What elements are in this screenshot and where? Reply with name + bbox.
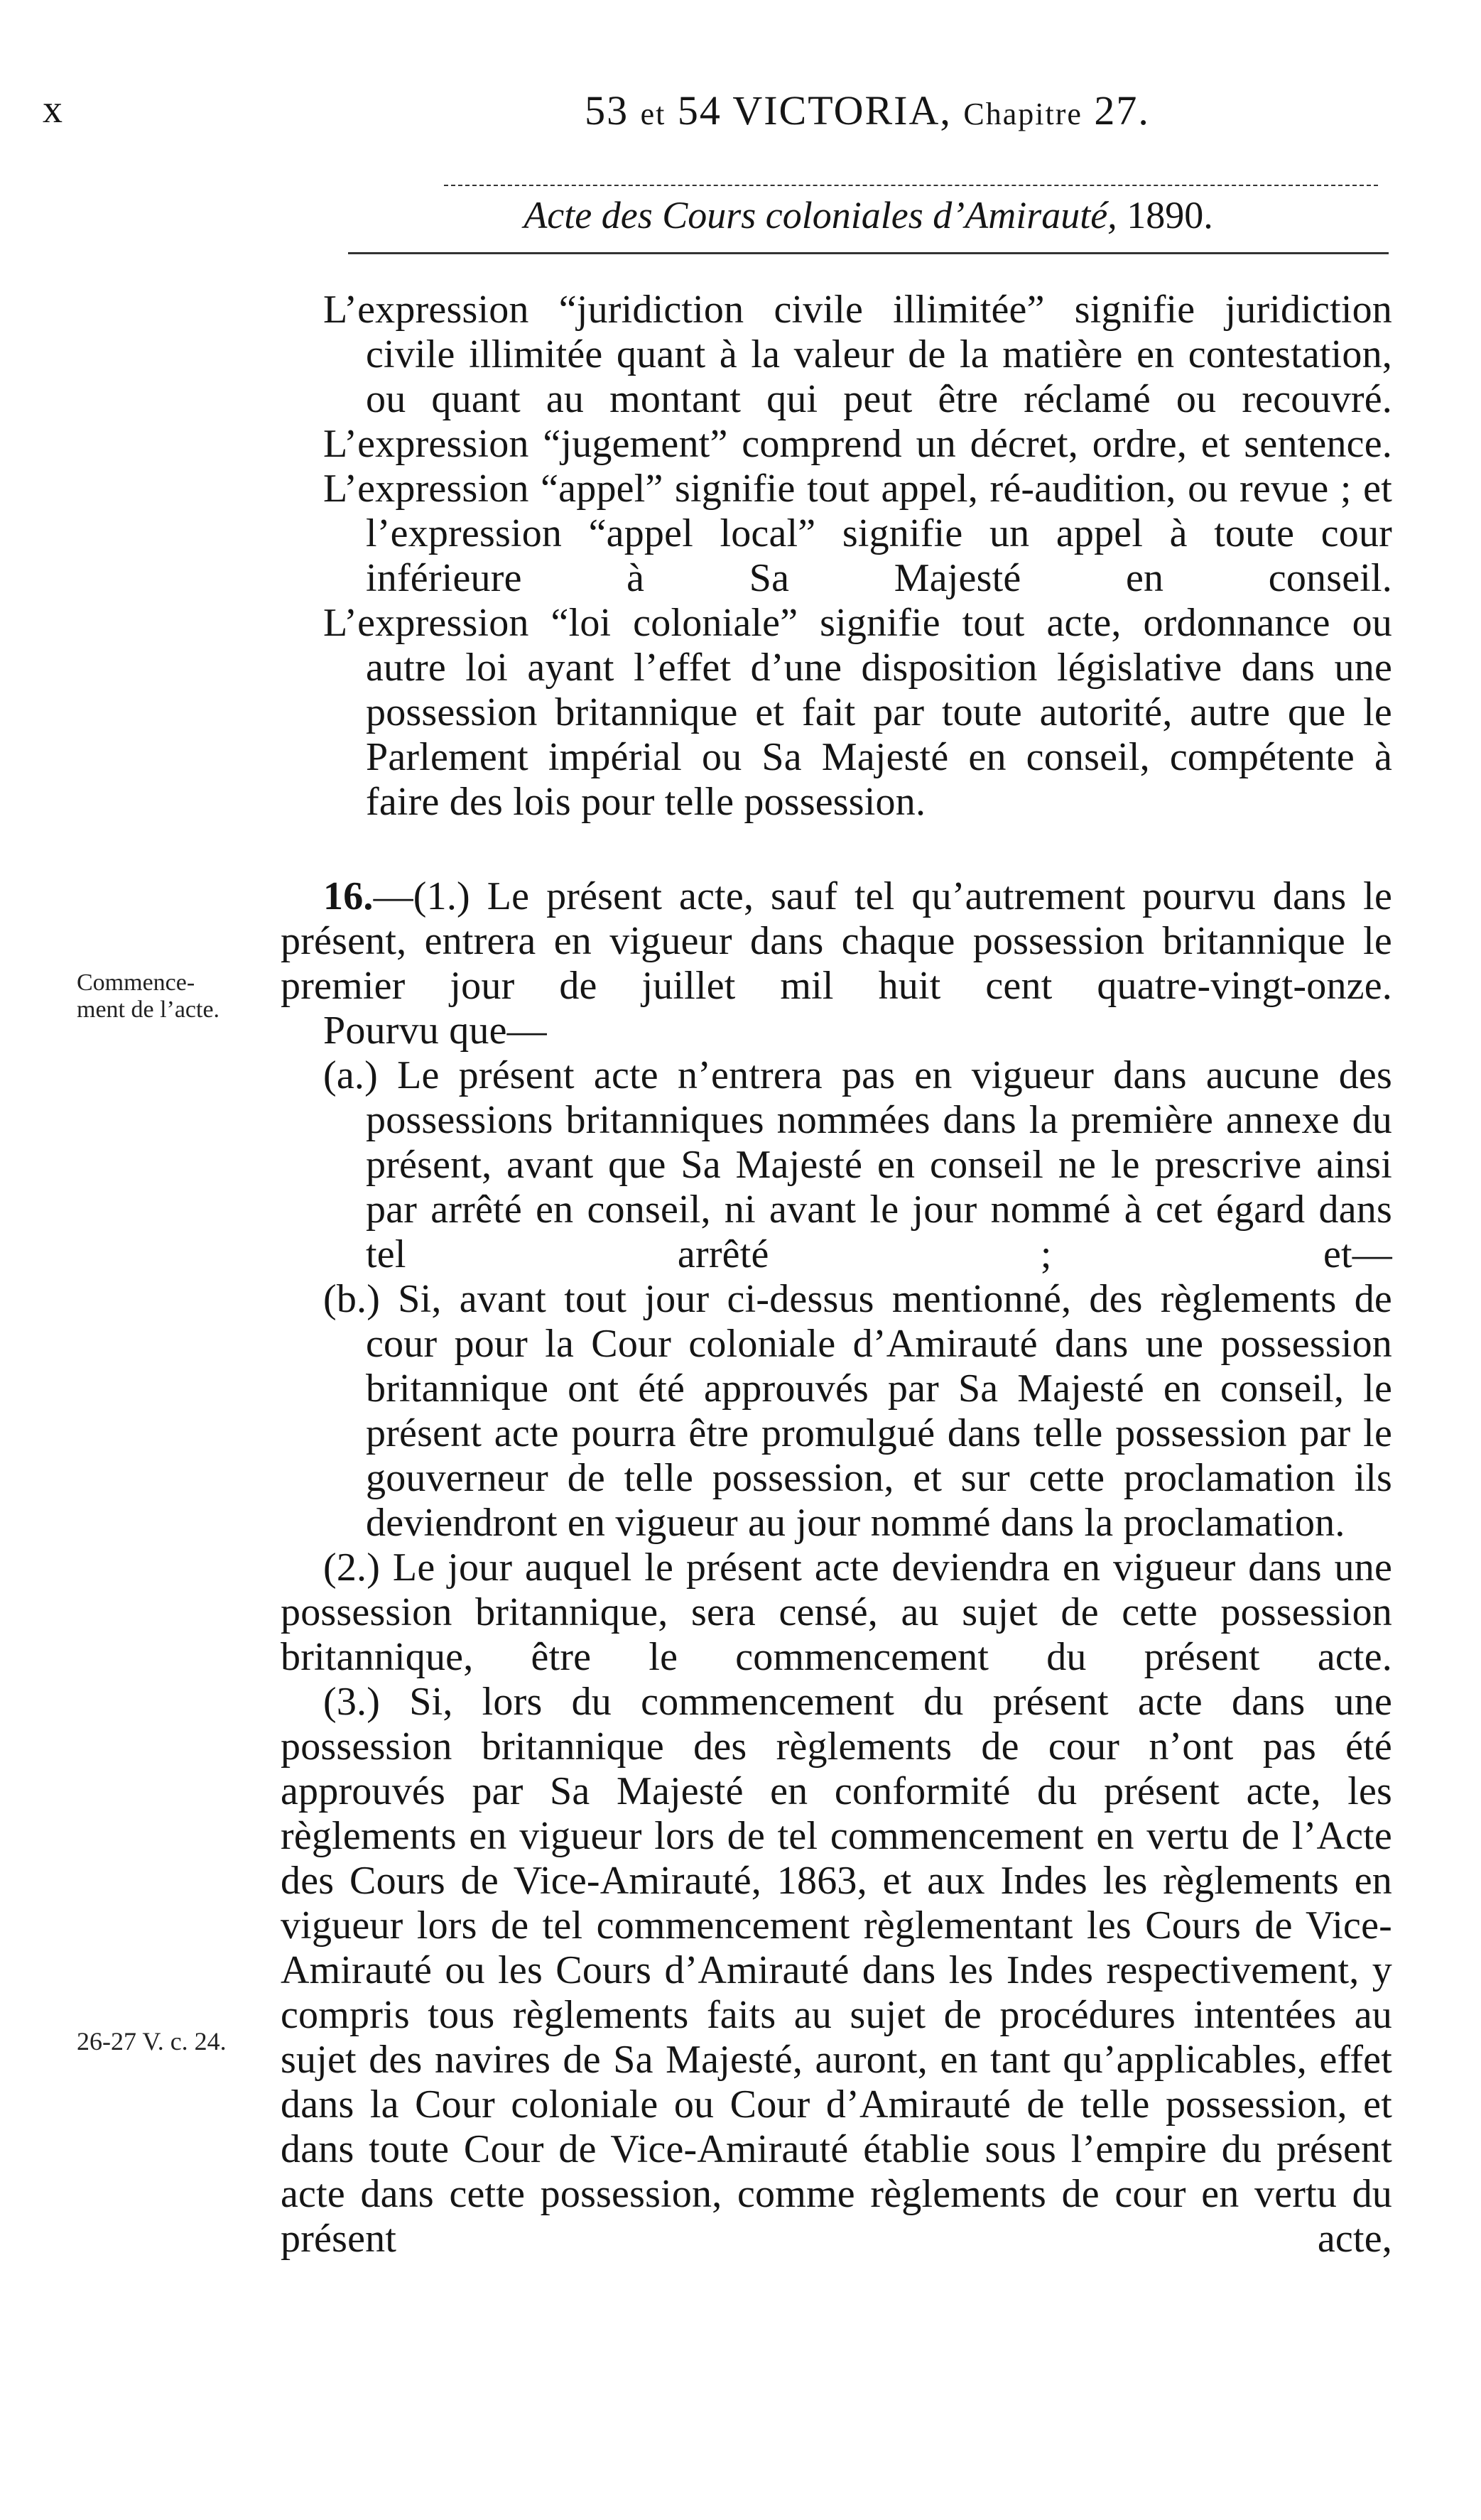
title-part-3: 27.: [1094, 87, 1150, 134]
margin-note-line: Commence-: [77, 970, 195, 996]
section-number: 16.: [323, 874, 374, 918]
definition-paragraph: L’expression “loi coloniale” signifie tout acte, ordonnance ou autre loi ayant l’effet d’une disposition législative dans une possession britannique et fait par toute autorité, autre que le Parlement impérial ou Sa Majesté en conseil, compétente à faire des lois pour telle possession.: [323, 601, 1392, 824]
page-number: x: [43, 87, 63, 131]
running-title: [345, 87, 1389, 134]
definition-paragraph: L’expression “juridiction civile illimitée” signifie juridiction civile illimitée quant à la valeur de la matière en contestation, ou quant au montant qui peut être réclamé ou recouvré.: [323, 288, 1392, 421]
section-16-subsection-2: (2.) Le jour auquel le présent acte deviendra en vigueur dans une possession britannique, sera censé, au sujet de cette possession britannique, être le commencement du présent acte.: [281, 1546, 1392, 1679]
section-16-sub1-text: —(1.) Le présent acte, sauf tel qu’autrement pourvu dans le présent, entrera en vigueur dans chaque possession britannique le premier jour de juillet mil huit cent quatre-vingt-onze.: [281, 874, 1392, 1008]
act-subtitle-year: 1890.: [1127, 194, 1213, 237]
document-body: [281, 288, 1392, 2261]
proviso: Pourvu que—: [323, 1009, 547, 1053]
title-part-1: 53: [585, 87, 629, 134]
header-divider-bottom: [348, 252, 1389, 254]
margin-note-commencement: [77, 970, 219, 1023]
section-16-subsection-3: (3.) Si, lors du commencement du présent acte dans une possession britannique des règlements de cour n’ont pas été approuvés par Sa Majesté en conformité du présent acte, les règlements en vigueur lors de tel commencement en vertu de l’Acte des Cours de Vice-Amirauté, 1863, et aux Indes les règlements en vigueur lors de tel commencement règlementant les Cours de Vice-Amirauté ou les Cours d’Amirauté dans les Indes respectivement, y compris tous règlements faits au sujet de procédures intentées au sujet des navires de Sa Majesté, auront, en tant qu’applicables, effet dans la Cour coloniale ou Cour d’Amirauté de telle possession, et dans toute Cour de Vice-Amirauté établie sous l’empire du présent acte dans cette possession, comme règlements de cour en vertu du présent acte,: [281, 1680, 1392, 2261]
definition-paragraph: L’expression “appel” signifie tout appel, ré-audition, ou revue ; et l’expression “appel local” signifie un appel à toute cour inférieure à Sa Majesté en conseil.: [323, 467, 1392, 600]
title-part-et: et: [640, 97, 666, 131]
title-part-chapitre: Chapitre: [963, 97, 1083, 131]
clause-b: (b.) Si, avant tout jour ci-dessus mentionné, des règlements de cour pour la Cour coloniale d’Amirauté dans une possession britannique ont été approuvés par Sa Majesté en conseil, le présent acte pourra être promulgué dans telle possession par le gouverneur de telle possession, et sur cette proclamation ils deviendront en vigueur au jour nommé dans la proclamation.: [323, 1277, 1392, 1545]
definition-paragraph: L’expression “jugement” comprend un décret, ordre, et sentence.: [323, 422, 1392, 466]
act-subtitle: [348, 193, 1389, 237]
title-part-2: 54 VICTORIA,: [677, 87, 952, 134]
margin-note-line: ment de l’acte.: [77, 996, 220, 1023]
margin-note-statute-reference: 26-27 V. c. 24.: [77, 2027, 227, 2055]
clause-a: (a.) Le présent acte n’entrera pas en vigueur dans aucune des possessions britanniques nommées dans la première annexe du présent, avant que Sa Majesté en conseil ne le prescrive ainsi par arrêté en conseil, ni avant le jour nommé à cet égard dans tel arrêté ; et—: [323, 1053, 1392, 1276]
section-16-subsection-1: [281, 874, 1392, 1009]
header-divider-top: [444, 185, 1378, 186]
act-subtitle-text: Acte des Cours coloniales d’Amirauté,: [523, 194, 1117, 237]
